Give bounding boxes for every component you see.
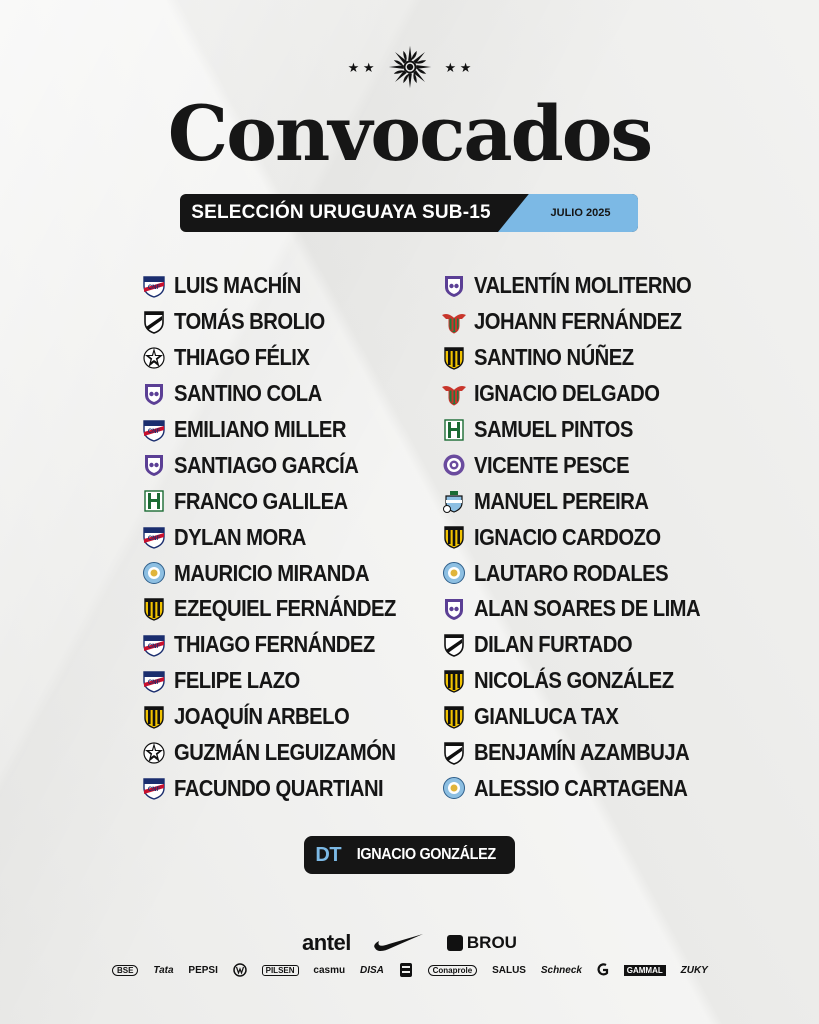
club-badge-rampla-icon [442, 310, 466, 334]
player-name: JOHANN FERNÁNDEZ [474, 308, 682, 335]
sponsor-schneck: Schneck [540, 964, 582, 976]
player-row [442, 483, 731, 519]
player-name: NICOLÁS GONZÁLEZ [474, 667, 674, 694]
player-name: DILAN FURTADO [474, 631, 633, 658]
player-name: IGNACIO DELGADO [474, 380, 660, 407]
club-badge-wanderers-icon [142, 346, 166, 370]
player-name: SAMUEL PINTOS [474, 416, 633, 442]
top-emblem [0, 44, 819, 90]
club-badge-penarol-icon [442, 346, 466, 370]
svg-text:CNF: CNF [147, 284, 161, 291]
player-name: MANUEL PEREIRA [474, 487, 649, 514]
player-row [442, 412, 731, 448]
club-badge-nacional-icon [142, 776, 166, 800]
player-name: EMILIANO MILLER [174, 416, 346, 442]
player-row [142, 412, 426, 448]
club-badge-nacional-icon [142, 669, 166, 693]
stars-left: ★ ★ [347, 59, 375, 75]
club-badge-wanderers-icon [142, 741, 166, 765]
vw-icon [233, 963, 247, 977]
gatorade-icon [597, 963, 609, 977]
club-badge-danubio-icon [442, 741, 466, 765]
club-badge-racing-icon [442, 418, 466, 442]
club-badge-nacional-icon [142, 633, 166, 657]
player-row [442, 304, 731, 340]
banner-subtitle: SELECCIÓN URUGUAYA SUB-15 [191, 202, 491, 223]
player-name: EZEQUIEL FERNÁNDEZ [174, 595, 396, 622]
banner-date: JULIO 2025 [550, 207, 611, 219]
roster-left-column [142, 268, 426, 806]
player-name: FELIPE LAZO [174, 667, 300, 694]
sponsor-disa: DISA [359, 964, 384, 976]
sponsor-pilsen: PILSEN [262, 965, 299, 976]
coach-name: IGNACIO GONZÁLEZ [356, 846, 496, 863]
player-name: ALAN SOARES DE LIMA [474, 595, 701, 622]
club-badge-racing-icon [142, 489, 166, 513]
svg-text:CNF: CNF [147, 643, 161, 650]
sponsor-conaprole: Conaprole [428, 965, 478, 976]
player-row [142, 340, 426, 376]
player-row [442, 268, 731, 304]
player-name: TOMÁS BROLIO [174, 308, 325, 335]
club-badge-nacional-icon [142, 418, 166, 442]
sponsor-tata: Tata [153, 964, 174, 976]
svg-text:CNF: CNF [147, 679, 161, 686]
club-badge-danubio-icon [142, 310, 166, 334]
club-badge-cerro-icon [442, 489, 466, 513]
sun-of-may-icon [387, 44, 433, 90]
sponsor-casmu: casmu [313, 964, 346, 976]
secondary-sponsors [112, 962, 708, 978]
player-name: LUIS MACHÍN [174, 272, 301, 299]
player-row [442, 519, 731, 555]
player-row [442, 735, 731, 771]
player-row [442, 555, 731, 591]
player-row [442, 447, 731, 483]
player-row [442, 591, 731, 627]
brou-logo-icon [447, 935, 463, 951]
club-badge-celeste-icon [442, 776, 466, 800]
player-row [442, 340, 731, 376]
club-badge-penarol-icon [442, 669, 466, 693]
sponsor-salus: SALUS [492, 964, 526, 976]
club-badge-defensor-icon [442, 274, 466, 298]
nike-swoosh-icon [373, 932, 425, 954]
club-badge-purple-round-icon [442, 453, 466, 477]
club-badge-penarol-icon [142, 705, 166, 729]
club-badge-nacional-icon [142, 525, 166, 549]
player-row [442, 770, 731, 806]
sponsor-bse: BSE [112, 965, 138, 976]
player-name: THIAGO FÉLIX [174, 344, 310, 371]
conaprole-icon [399, 962, 413, 978]
club-badge-danubio-icon [442, 633, 466, 657]
player-row [142, 770, 426, 806]
svg-text:CNF: CNF [147, 536, 161, 543]
player-name: FACUNDO QUARTIANI [174, 774, 384, 801]
player-name: ALESSIO CARTAGENA [474, 774, 688, 801]
player-row [442, 699, 731, 735]
club-badge-defensor-icon [142, 382, 166, 406]
page-title: Convocados [167, 89, 652, 178]
sponsor-zuky: ZUKY [680, 964, 708, 976]
club-badge-rampla-icon [442, 382, 466, 406]
player-name: VICENTE PESCE [474, 451, 630, 478]
player-name: SANTINO NÚÑEZ [474, 344, 634, 371]
coach-box [304, 836, 515, 874]
sponsor-brou-label: BROU [466, 933, 517, 952]
player-name: BENJAMÍN AZAMBUJA [474, 739, 690, 766]
coach-label: DT [315, 843, 342, 866]
player-row [142, 591, 426, 627]
player-row [142, 627, 426, 663]
club-badge-celeste-icon [142, 561, 166, 585]
sponsor-gammal: GAMMAL [624, 965, 666, 976]
player-row [142, 483, 426, 519]
club-badge-defensor-icon [442, 597, 466, 621]
player-row [142, 268, 426, 304]
player-row [442, 663, 731, 699]
player-name: JOAQUÍN ARBELO [174, 703, 350, 730]
club-badge-penarol-icon [442, 705, 466, 729]
club-badge-nacional-icon [142, 274, 166, 298]
club-badge-penarol-icon [142, 597, 166, 621]
player-name: MAURICIO MIRANDA [174, 559, 370, 586]
club-badge-defensor-icon [142, 453, 166, 477]
player-row [142, 663, 426, 699]
player-row [142, 376, 426, 412]
player-name: SANTIAGO GARCÍA [174, 451, 359, 478]
player-name: THIAGO FERNÁNDEZ [174, 631, 375, 658]
player-row [142, 519, 426, 555]
player-row [442, 627, 731, 663]
club-badge-celeste-icon [442, 561, 466, 585]
player-name: SANTINO COLA [174, 380, 322, 407]
svg-text:CNF: CNF [147, 787, 161, 794]
svg-text:CNF: CNF [147, 428, 161, 435]
player-row [142, 304, 426, 340]
player-name: FRANCO GALILEA [174, 487, 348, 514]
subtitle-banner [180, 194, 638, 232]
club-badge-penarol-icon [442, 525, 466, 549]
sponsor-brou [447, 933, 517, 953]
sponsor-pepsi: PEPSI [188, 964, 218, 976]
player-row [142, 555, 426, 591]
player-name: IGNACIO CARDOZO [474, 523, 661, 550]
player-row [442, 376, 731, 412]
main-sponsors [0, 930, 819, 956]
player-row [142, 699, 426, 735]
player-name: GUZMÁN LEGUIZAMÓN [174, 739, 396, 766]
stars-right: ★ ★ [444, 59, 472, 75]
player-row [142, 735, 426, 771]
sponsor-antel: antel [302, 930, 351, 955]
player-row [142, 447, 426, 483]
player-name: VALENTÍN MOLITERNO [474, 272, 692, 299]
player-name: DYLAN MORA [174, 523, 306, 550]
roster-right-column [442, 268, 731, 806]
player-name: LAUTARO RODALES [474, 559, 669, 586]
player-name: GIANLUCA TAX [474, 703, 619, 730]
